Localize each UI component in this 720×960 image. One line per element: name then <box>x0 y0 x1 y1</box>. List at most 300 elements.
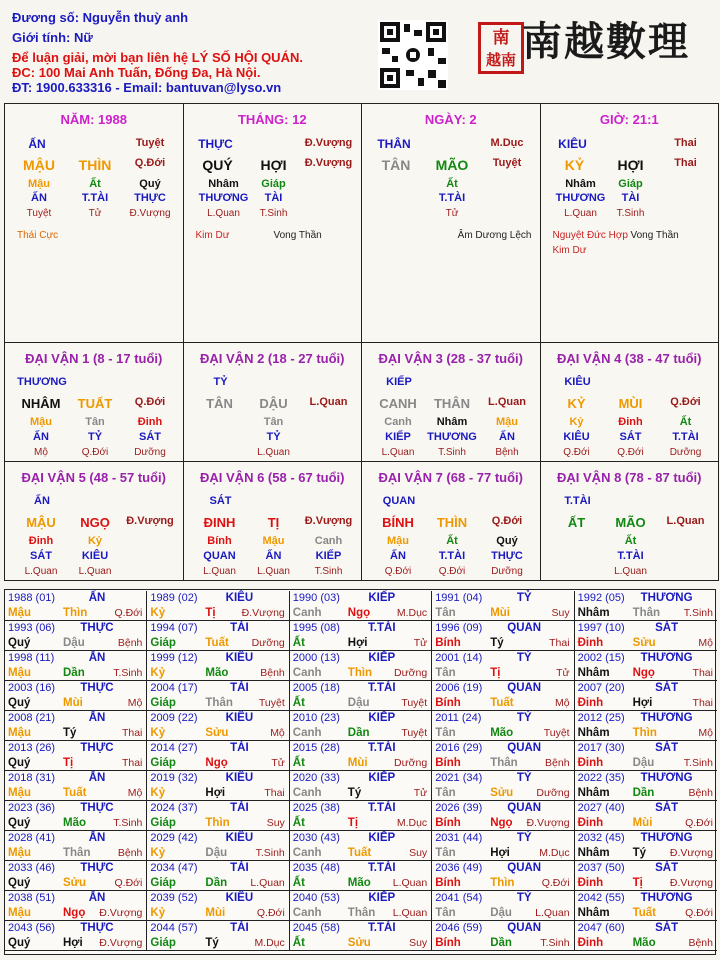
year-branch: Tị <box>347 817 359 829</box>
pillar-top-god: THỰC <box>198 137 233 151</box>
year-stem: Quý <box>8 697 31 709</box>
year-stem: Mậu <box>8 607 31 619</box>
hidden-stem: Ất <box>446 178 458 190</box>
hidden-stem: Bính <box>207 535 232 547</box>
year-label: 2016 (29) <box>435 742 483 754</box>
hidden-stem: Đinh <box>28 535 54 547</box>
year-state: T.Sinh <box>683 607 713 619</box>
hidden-state: L.Quan <box>381 447 415 458</box>
year-cell <box>290 681 432 711</box>
year-state: M.Dục <box>539 847 570 859</box>
year-god: QUAN <box>507 622 542 634</box>
year-stem: Mậu <box>8 727 31 739</box>
year-god: SÁT <box>655 802 679 814</box>
dai-van-cell <box>361 461 541 581</box>
year-cell <box>5 771 147 801</box>
hidden-god: T.TÀI <box>672 431 699 443</box>
pillar-stem: MẬU <box>23 157 55 173</box>
year-branch: Sửu <box>63 877 87 889</box>
year-branch: Tý <box>63 727 77 739</box>
year-state: Mộ <box>554 697 570 709</box>
year-stem: Canh <box>292 667 322 679</box>
year-cell <box>290 861 432 891</box>
hidden-god: T.TÀI <box>438 192 466 204</box>
year-state: Bệnh <box>260 667 285 679</box>
pillar-branch: HỢI <box>260 157 287 173</box>
year-state: Tử <box>413 787 428 799</box>
hidden-stem: Ất <box>446 535 458 547</box>
year-god: TÀI <box>230 742 249 754</box>
year-state: Thai <box>692 697 713 709</box>
year-stem: Canh <box>292 847 322 859</box>
year-stem: Bính <box>435 937 461 949</box>
year-state: Tuyệt <box>401 727 428 739</box>
year-branch: Tị <box>63 757 74 769</box>
dai-van-cell <box>183 342 363 462</box>
year-label: 2027 (40) <box>577 802 625 814</box>
year-stem: Giáp <box>150 937 176 949</box>
year-branch: Ngọ <box>347 607 371 619</box>
dai-van-title: ĐẠI VẬN 1 (8 - 17 tuổi) <box>25 351 163 366</box>
year-cell <box>5 621 147 651</box>
pillar-title: NĂM: 1988 <box>60 112 127 127</box>
dai-van-cell <box>4 461 184 581</box>
year-god: KIÊU <box>225 712 254 724</box>
dai-van-god: QUAN <box>382 495 416 507</box>
hidden-state: Mộ <box>34 447 48 458</box>
dai-van-branch: MÙI <box>618 396 643 411</box>
year-cell <box>432 801 574 831</box>
year-stem: Đinh <box>577 877 604 889</box>
year-label: 2017 (30) <box>577 742 625 754</box>
year-god: QUAN <box>507 862 542 874</box>
year-cell <box>147 591 289 621</box>
dai-van-god: TỶ <box>213 376 228 388</box>
year-state: Đ.Vượng <box>669 877 713 889</box>
year-god: QUAN <box>507 742 542 754</box>
year-stem: Giáp <box>150 697 176 709</box>
year-cell <box>575 651 717 681</box>
pillar-stem: KỶ <box>564 157 585 173</box>
year-stem: Canh <box>292 727 322 739</box>
year-cell <box>290 921 432 951</box>
year-cell <box>575 591 717 621</box>
hidden-state: T.Sinh <box>438 447 466 458</box>
year-stem: Đinh <box>577 757 604 769</box>
dai-van-title: ĐẠI VẬN 6 (58 - 67 tuổi) <box>200 470 345 485</box>
year-label: 2030 (43) <box>292 832 340 844</box>
year-cell <box>5 801 147 831</box>
year-branch: Mão <box>490 727 514 739</box>
dai-van-cell <box>540 461 720 581</box>
year-cell <box>5 861 147 891</box>
year-stem: Kỷ <box>150 607 166 619</box>
year-branch: Hợi <box>490 847 510 859</box>
dai-van-god: T.TÀI <box>564 495 591 507</box>
hidden-state: Q.Đới <box>617 447 644 458</box>
year-label: 2033 (46) <box>8 862 56 874</box>
year-god: TỶ <box>516 712 532 724</box>
year-cell <box>147 681 289 711</box>
year-cell <box>432 831 574 861</box>
dai-van-stem: NHÂM <box>21 396 61 411</box>
year-stem: Đinh <box>577 637 604 649</box>
year-branch: Thìn <box>490 877 515 889</box>
pillar-branch: THÌN <box>78 157 112 173</box>
year-cell <box>575 711 717 741</box>
hidden-stem: Canh <box>384 416 412 428</box>
hidden-stem: Mậu <box>387 535 409 547</box>
year-cell <box>290 891 432 921</box>
year-branch: Tị <box>205 607 216 619</box>
year-label: 2006 (19) <box>435 682 483 694</box>
year-label: 1995 (08) <box>292 622 340 634</box>
brand-char-1: 南 <box>522 18 564 65</box>
year-branch: Thân <box>632 607 661 619</box>
year-god: KIẾP <box>368 832 396 844</box>
year-stem: Quý <box>8 817 31 829</box>
seal-logo: 南 越南 <box>478 22 524 74</box>
year-state: Mộ <box>127 787 143 799</box>
hidden-stem: Ất <box>89 178 101 190</box>
year-label: 2039 (52) <box>150 892 198 904</box>
year-cell <box>5 681 147 711</box>
year-stem: Canh <box>292 907 322 919</box>
hidden-state: Dưỡng <box>669 447 702 458</box>
hidden-stem: Ất <box>624 535 637 547</box>
year-cell <box>147 651 289 681</box>
hidden-state: Q.Đới <box>563 447 590 458</box>
year-stem: Bính <box>435 757 461 769</box>
year-state: T.Sinh <box>113 817 143 829</box>
yearly-table <box>4 589 716 955</box>
year-branch: Dậu <box>63 637 85 649</box>
year-cell <box>575 831 717 861</box>
year-label: 2001 (14) <box>435 652 483 664</box>
year-cell <box>290 591 432 621</box>
year-state: Q.Đới <box>685 907 713 919</box>
year-god: SÁT <box>655 622 679 634</box>
dai-van-cell <box>540 342 720 462</box>
year-branch: Tuất <box>490 697 514 709</box>
hidden-god: TỶ <box>266 431 281 443</box>
dai-van-cell <box>183 461 363 581</box>
year-label: 2029 (42) <box>150 832 198 844</box>
year-cell <box>290 651 432 681</box>
year-god: T.TÀI <box>368 742 396 754</box>
year-stem: Tân <box>435 907 456 919</box>
year-branch: Dần <box>347 727 370 739</box>
hidden-stem: Mậu <box>262 535 285 547</box>
year-cell <box>432 651 574 681</box>
hidden-god: THƯƠNG <box>427 431 477 443</box>
pillar-star-2: Vong Thần <box>273 230 322 241</box>
hidden-god: SÁT <box>619 431 642 443</box>
pillar-star: Thái Cực <box>17 230 59 241</box>
hidden-god: ẤN <box>33 431 49 443</box>
year-state: Dưỡng <box>536 787 570 799</box>
year-state: Suy <box>409 847 428 859</box>
year-cell <box>5 831 147 861</box>
year-stem: Ất <box>292 757 305 769</box>
year-state: Thai <box>121 757 143 769</box>
year-branch: Hợi <box>632 697 653 709</box>
year-state: L.Quan <box>535 907 570 919</box>
year-cell <box>575 861 717 891</box>
hidden-state: Q.Đới <box>384 566 412 577</box>
year-god: TỶ <box>516 772 532 784</box>
year-stem: Canh <box>292 787 322 799</box>
year-label: 2045 (58) <box>292 922 340 934</box>
year-cell <box>290 831 432 861</box>
year-state: Thai <box>264 787 285 799</box>
year-cell <box>147 801 289 831</box>
year-state: Tử <box>271 757 285 769</box>
hidden-god: KIẾP <box>315 550 342 562</box>
year-state: Đ.Vượng <box>99 907 143 919</box>
year-branch: Hợi <box>347 637 368 649</box>
dai-van-title: ĐẠI VẬN 8 (78 - 87 tuổi) <box>557 470 702 485</box>
year-stem: Tân <box>435 847 456 859</box>
hidden-stem: Mậu <box>496 416 518 428</box>
year-cell <box>5 711 147 741</box>
year-stem: Kỷ <box>150 667 166 679</box>
hidden-stem: Tân <box>263 416 284 428</box>
year-branch: Ngọ <box>632 667 655 679</box>
hidden-god: T.TÀI <box>617 550 644 562</box>
year-god: TÀI <box>230 862 249 874</box>
year-label: 2025 (38) <box>292 802 340 814</box>
year-state: Q.Đới <box>541 877 570 889</box>
year-state: Q.Đới <box>114 877 143 889</box>
pillar-branch: MÃO <box>435 157 469 173</box>
year-god: THỰC <box>80 742 114 754</box>
year-cell <box>432 891 574 921</box>
year-state: Suy <box>409 937 428 949</box>
hidden-state: L.Quan <box>203 566 236 577</box>
year-god: TÀI <box>230 622 249 634</box>
year-stem: Giáp <box>150 637 176 649</box>
year-stem: Đinh <box>577 817 604 829</box>
dai-van-cell <box>4 342 184 462</box>
dai-van-title: ĐẠI VẬN 4 (38 - 47 tuổi) <box>557 351 702 366</box>
year-god: KIẾP <box>368 772 396 784</box>
year-god: THỰC <box>80 862 114 874</box>
year-god: THƯƠNG <box>640 652 693 664</box>
year-state: Đ.Vượng <box>669 847 713 859</box>
year-stem: Đinh <box>577 697 604 709</box>
pillar-stem: QUÝ <box>202 157 233 173</box>
hidden-state: Dưỡng <box>491 566 523 577</box>
year-god: KIÊU <box>225 652 254 664</box>
hidden-stem: Kỷ <box>569 416 584 428</box>
hidden-god: T.TÀI <box>438 550 466 562</box>
contact-line-2: ĐC: 100 Mai Anh Tuấn, Đống Đa, Hà Nội. <box>12 65 261 80</box>
hidden-state: Tuyệt <box>26 208 52 219</box>
year-state: L.Quan <box>392 907 428 919</box>
hidden-stem: Đinh <box>137 416 163 428</box>
hidden-state: L.Quan <box>257 447 290 458</box>
year-stem: Bính <box>435 637 461 649</box>
year-label: 2015 (28) <box>292 742 340 754</box>
dai-van-stem: MẬU <box>26 515 56 530</box>
year-branch: Thân <box>63 847 91 859</box>
hidden-god: T.TÀI <box>81 192 109 204</box>
year-god: T.TÀI <box>368 922 396 934</box>
year-branch: Mão <box>632 937 656 949</box>
year-label: 2023 (36) <box>8 802 56 814</box>
pillar-branch-state: Đ.Vượng <box>304 157 353 169</box>
pillar-cell <box>4 103 184 343</box>
year-stem: Ất <box>292 937 305 949</box>
year-branch: Thân <box>205 697 233 709</box>
dai-van-state: Đ.Vượng <box>126 515 174 527</box>
year-god: ẤN <box>88 772 106 784</box>
year-state: Tử <box>413 637 428 649</box>
dai-van-god: ẤN <box>34 495 50 507</box>
year-god: TÀI <box>230 802 249 814</box>
year-god: ẤN <box>88 892 106 904</box>
year-cell <box>575 681 717 711</box>
year-stem: Nhâm <box>577 907 610 919</box>
year-god: TỶ <box>516 652 532 664</box>
dai-van-state: L.Quan <box>666 515 705 527</box>
dai-van-title: ĐẠI VẬN 7 (68 - 77 tuổi) <box>378 470 523 485</box>
dai-van-branch: DẬU <box>259 396 288 411</box>
year-state: T.Sinh <box>540 937 570 949</box>
year-stem: Quý <box>8 877 31 889</box>
year-branch: Thìn <box>347 667 373 679</box>
year-label: 2035 (48) <box>292 862 340 874</box>
hidden-god: KIẾP <box>385 431 411 443</box>
hidden-god: ẤN <box>499 431 515 443</box>
year-cell <box>5 741 147 771</box>
year-state: M.Dục <box>254 937 285 949</box>
hidden-god: THỰC <box>134 192 166 204</box>
pillar-branch-state: Thai <box>674 157 697 169</box>
year-cell <box>290 711 432 741</box>
year-state: Đ.Vượng <box>526 817 570 829</box>
pillar-title: NGÀY: 2 <box>424 112 477 127</box>
year-label: 2010 (23) <box>292 712 340 724</box>
year-state: Q.Đới <box>114 607 143 619</box>
pillar-top-god: KIÊU <box>558 137 587 151</box>
hidden-state: L.Quan <box>257 566 290 577</box>
year-stem: Nhâm <box>577 667 610 679</box>
year-label: 2005 (18) <box>292 682 340 694</box>
pillar-star-2: Vong Thần <box>630 230 679 241</box>
year-branch: Dậu <box>347 697 370 709</box>
dai-van-stem: TÂN <box>206 396 233 411</box>
year-branch: Thân <box>347 907 376 919</box>
hidden-state: T.Sinh <box>616 208 645 219</box>
year-stem: Tân <box>435 667 456 679</box>
pillar-top-state: Đ.Vượng <box>304 137 353 149</box>
hidden-stem: Canh <box>314 535 343 547</box>
dai-van-stem: KỶ <box>567 396 586 411</box>
pillar-branch-state: Tuyệt <box>492 157 522 169</box>
year-cell <box>5 921 147 951</box>
year-cell <box>290 801 432 831</box>
year-label: 2043 (56) <box>8 922 56 934</box>
year-state: Tuyệt <box>258 697 285 709</box>
year-stem: Quý <box>8 757 31 769</box>
dai-van-god: SÁT <box>209 495 232 507</box>
year-cell <box>147 861 289 891</box>
hidden-state: Tử <box>445 208 459 219</box>
contact-line-1: Để luận giải, mời bạn liên hệ LÝ SỐ HỘI QUÁN. <box>12 50 303 65</box>
year-stem: Nhâm <box>577 607 610 619</box>
year-stem: Kỷ <box>150 727 166 739</box>
year-stem: Kỷ <box>150 847 166 859</box>
year-label: 2000 (13) <box>292 652 340 664</box>
year-label: 1991 (04) <box>435 592 483 604</box>
year-branch: Tý <box>632 847 647 859</box>
year-branch: Tuất <box>63 787 87 799</box>
pillar-top-god: THÂN <box>377 137 411 151</box>
year-god: TỶ <box>516 592 532 604</box>
hidden-stem: Mậu <box>28 178 50 190</box>
year-label: 2022 (35) <box>577 772 625 784</box>
hidden-state: L.Quan <box>78 566 112 577</box>
year-state: Tử <box>556 667 570 679</box>
year-label: 1999 (12) <box>150 652 198 664</box>
year-god: THỰC <box>80 682 114 694</box>
hidden-state: Bệnh <box>495 447 519 458</box>
hidden-god: ẤN <box>265 550 282 562</box>
dai-van-branch: THÌN <box>436 515 468 530</box>
year-stem: Giáp <box>150 757 176 769</box>
year-god: KIẾP <box>368 592 396 604</box>
hidden-god: THỰC <box>491 550 523 562</box>
dai-van-state: Q.Đới <box>491 515 523 527</box>
year-state: Suy <box>551 607 570 619</box>
year-god: THƯƠNG <box>640 892 693 904</box>
year-state: Mộ <box>698 727 713 739</box>
year-cell <box>290 621 432 651</box>
year-label: 2040 (53) <box>292 892 340 904</box>
year-label: 1992 (05) <box>577 592 625 604</box>
pillar-branch: HỢI <box>617 157 644 173</box>
brand-rest: 越數理 <box>564 18 690 65</box>
year-stem: Ất <box>292 817 305 829</box>
dai-van-state: Đ.Vượng <box>304 515 353 527</box>
dai-van-stem: ẤT <box>567 515 586 530</box>
pillar-top-state: Thai <box>674 137 697 149</box>
year-label: 1994 (07) <box>150 622 198 634</box>
year-god: SÁT <box>655 862 679 874</box>
year-god: KIẾP <box>368 712 396 724</box>
year-cell <box>575 891 717 921</box>
year-cell <box>575 801 717 831</box>
year-stem: Nhâm <box>577 847 610 859</box>
year-label: 2007 (20) <box>577 682 625 694</box>
year-label: 2008 (21) <box>8 712 56 724</box>
dai-van-cell <box>361 342 541 462</box>
year-label: 2041 (54) <box>435 892 483 904</box>
year-label: 2026 (39) <box>435 802 483 814</box>
pillar-cell <box>183 103 363 343</box>
hidden-stem: Quý <box>496 535 518 547</box>
year-god: KIÊU <box>225 592 254 604</box>
year-stem: Quý <box>8 937 31 949</box>
year-cell <box>5 891 147 921</box>
brand-logo <box>522 10 690 67</box>
hidden-god: SÁT <box>30 550 52 562</box>
hidden-state: Đ.Vượng <box>129 208 171 219</box>
year-branch: Mùi <box>63 697 83 709</box>
year-stem: Giáp <box>150 817 176 829</box>
